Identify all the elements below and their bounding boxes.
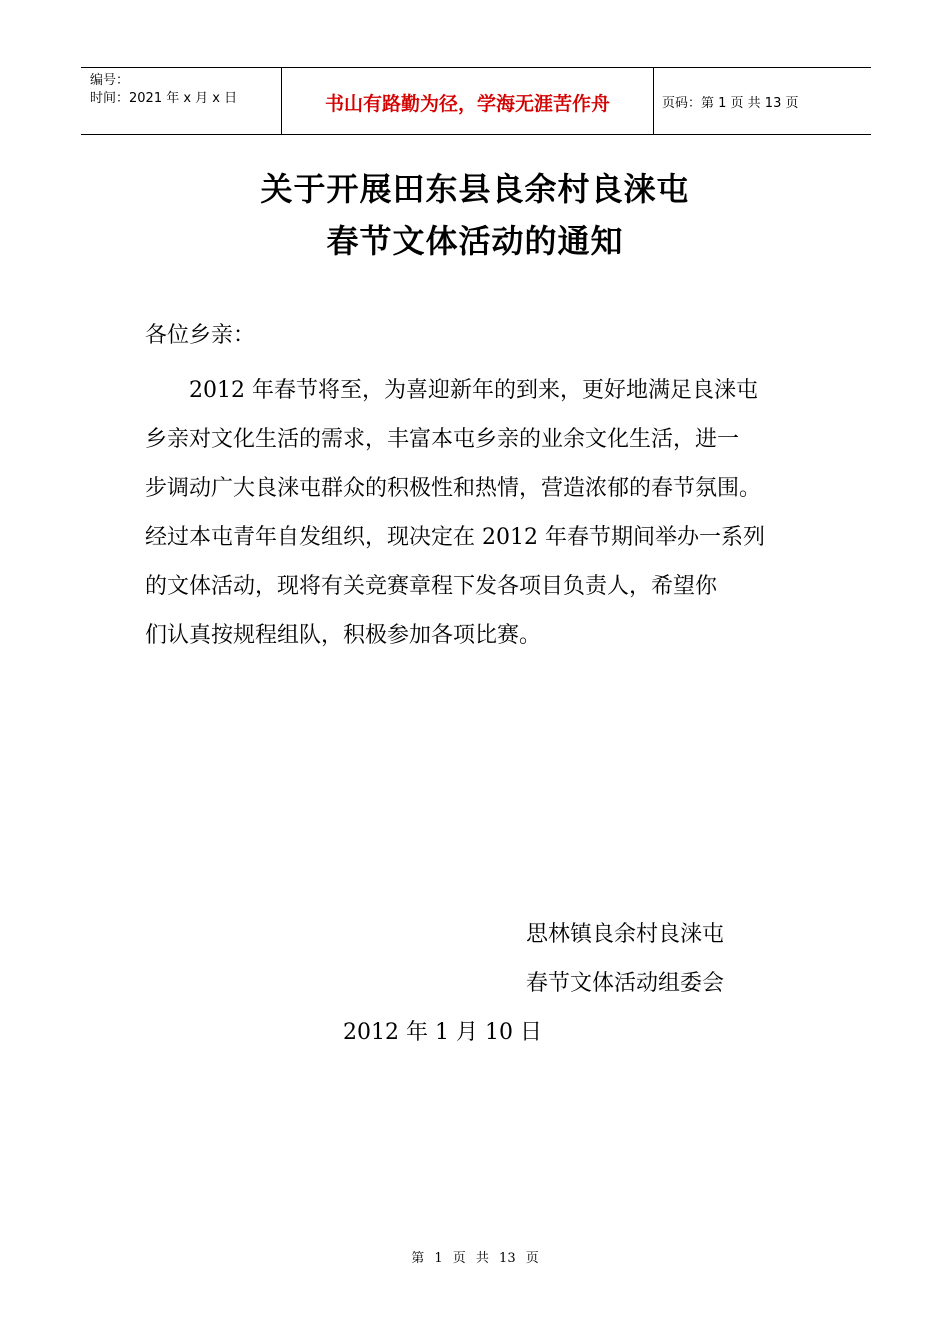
body-line: 乡亲对文化生活的需求，丰富本屯乡亲的业余文化生活，进一 bbox=[145, 427, 740, 452]
title-line-2: 春节文体活动的通知 bbox=[326, 222, 624, 260]
page-footer: 第 1 页 共 13 页 bbox=[411, 1251, 539, 1266]
body-line: 2012 年春节将至，为喜迎新年的到来，更好地满足良涞屯 bbox=[189, 378, 758, 403]
header-meta bbox=[81, 68, 281, 134]
body-line: 经过本屯青年自发组织，现决定在 2012 年春节期间举办一系列 bbox=[145, 525, 765, 550]
document-time: 时间：2021 年 x 月 x 日 bbox=[90, 91, 238, 106]
document-header bbox=[81, 67, 871, 135]
title-line-1: 关于开展田东县良余村良涞屯 bbox=[260, 170, 690, 208]
body-line: 的文体活动，现将有关竞赛章程下发各项目负责人，希望你 bbox=[145, 574, 718, 599]
body-paragraph bbox=[145, 366, 815, 660]
signature-line-2: 春节文体活动组委会 bbox=[526, 971, 725, 996]
salutation: 各位乡亲： bbox=[145, 323, 256, 348]
issue-date: 2012 年 1 月 10 日 bbox=[343, 1020, 542, 1045]
header-page-info: 页码：第 1 页 共 13 页 bbox=[662, 96, 799, 111]
header-motto: 书山有路勤为径，学海无涯苦作舟 bbox=[281, 68, 654, 134]
body-line: 们认真按规程组队，积极参加各项比赛。 bbox=[145, 623, 542, 648]
body-line: 步调动广大良涞屯群众的积极性和热情，营造浓郁的春节氛围。 bbox=[145, 476, 762, 501]
document-number-label: 编号： bbox=[90, 73, 130, 88]
signature-line-1: 思林镇良余村良涞屯 bbox=[526, 922, 725, 947]
